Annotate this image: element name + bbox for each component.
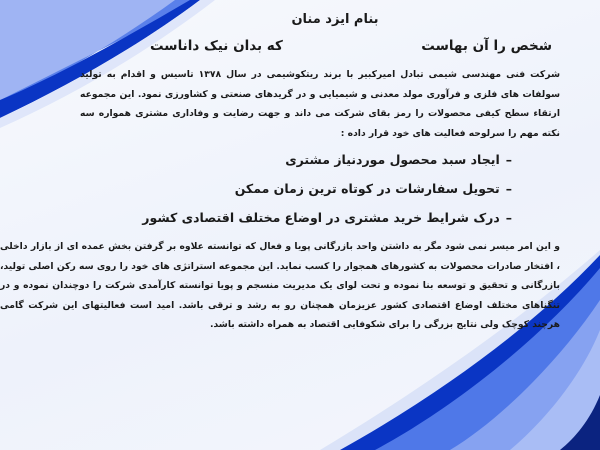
intro-paragraph: شرکت فنی مهندسی شیمی تبادل امیرکبیر با برند ریتکوشیمی در سال ۱۳۷۸ تاسیس و اقدام به تولید سولفات های فلزی و فرآوری مولد معدنی و شیمیایی و در گریدهای صنعتی و کشاورزی نمود. این مجموعه ارتقاء سطح کیفی محصولات را رمز بقای شرکت می داند و جهت رضایت و وفاداری مشتری همواره سه نکته مهم را سرلوحه فعالیت های خود قرار داده : bbox=[80, 69, 560, 139]
closing-paragraph: و این امر میسر نمی شود مگر به داشتن واحد بازرگانی پویا و فعال که توانسته علاوه بر گرفتن بخش عمده ای از بازار داخلی ، افتخار صادرات محصولات به کشورهای همجوار را کسب نماید. این مجموعه استراتژی های خود را روی سه رکن اصلی تولید، بازرگانی و تحقیق و توسعه بنا نموده و تحت لوای یک مدیریت منسجم و پویا توانسته کارآمدی شرکت را دوچندان نموده و در تنگناهای مختلف اوضاع اقتصادی کشور عزیزمان همچنان رو به رشد و ترقی باشد. امید است فعالیتهای این شرکت گامی هرچند کوچک ولی نتایج بزرگی را برای شکوفایی اقتصاد به همراه داشته باشد. bbox=[0, 241, 560, 330]
key-points-list bbox=[142, 148, 512, 235]
key-point-item bbox=[142, 206, 512, 235]
key-point-item bbox=[142, 177, 512, 206]
key-point-text: ایجاد سبد محصول موردنیاز مشتری bbox=[285, 152, 500, 167]
verse-right-hemistich: شخص را آن بهاست bbox=[421, 38, 552, 54]
verse-left-hemistich: که بدان نیک داناست bbox=[150, 38, 283, 54]
key-point-item bbox=[142, 148, 512, 177]
dash-bullet-icon: – bbox=[505, 152, 512, 167]
dash-bullet-icon: – bbox=[505, 210, 512, 225]
slide-title: بنام ایزد منان bbox=[291, 12, 379, 27]
dash-bullet-icon: – bbox=[505, 181, 512, 196]
key-point-text: درک شرایط خرید مشتری در اوضاع مختلف اقتصادی کشور bbox=[142, 210, 500, 225]
key-point-text: تحویل سفارشات در کوتاه ترین زمان ممکن bbox=[234, 181, 500, 196]
